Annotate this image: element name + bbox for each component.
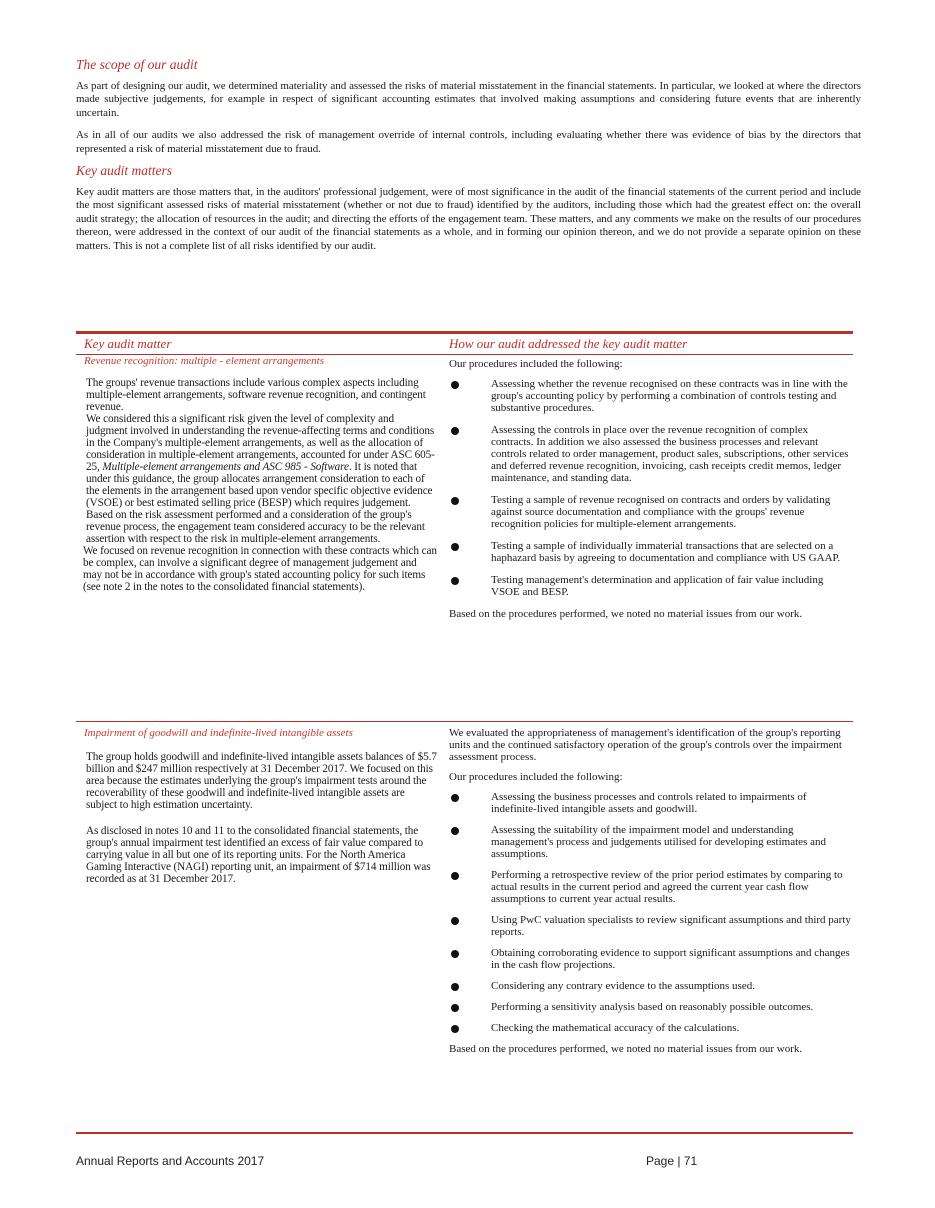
impairment-right-outro: Based on the procedures performed, we noted no material issues from our work. [449, 1043, 803, 1055]
bullet-icon [451, 497, 459, 505]
page-footer [76, 1154, 861, 1168]
impairment-subtitle: Impairment of goodwill and indefinite-lived intangible assets [84, 727, 353, 739]
revenue-right-intro: Our procedures included the following: [449, 358, 623, 370]
procedure-text: Assessing whether the revenue recognised on these contracts was in line with the group's accounting policy by performing a combination of controls testing and substantive procedures. [491, 378, 848, 414]
procedure-list-item [449, 914, 853, 938]
procedure-text: Considering any contrary evidence to the assumptions used. [491, 980, 755, 992]
procedure-list-item [449, 869, 853, 905]
revenue-left-p2-italic: Multiple-element arrangements and ASC 985 - Software [102, 461, 349, 473]
scope-paragraph-1: As part of designing our audit, we determined materiality and assessed the risks of material misstatement in the financial statements. In particular, we looked at where the directors made subjective judgements, for example in respect of significant accounting estimates that involved making assumptions and considering future events that are inherently uncertain. [76, 80, 861, 119]
bullet-icon [451, 794, 459, 802]
procedure-list-item [449, 574, 853, 598]
procedure-text: Assessing the business processes and controls related to impairments of indefinite-lived intangible assets and goodwill. [491, 791, 807, 815]
procedure-list-item [449, 494, 853, 530]
bullet-icon [451, 577, 459, 585]
procedure-list-item [449, 824, 853, 860]
kam-title: Key audit matters [76, 163, 172, 179]
header-key-audit-matter: Key audit matter [84, 336, 172, 351]
bullet-icon [451, 827, 459, 835]
impairment-left-p1: The group holds goodwill and indefinite-lived intangible assets balances of $5.7 billion and $247 million respectively at 31 December 2017. We focused on this area because the estimates underlying the group's impairment tests around the recoverability of these goodwill and indefinite-lived intangible assets are subject to high estimation uncertainty. [86, 751, 437, 811]
bullet-icon [451, 872, 459, 880]
procedure-list-item [449, 980, 853, 992]
revenue-left-p4: We focused on revenue recognition in connection with these contracts which can be complex, can involve a significant degree of management judgement and may not be in accordance with group's stated accounting policy for such items (see note 2 in the notes to the consolidated financial statements). [83, 545, 437, 593]
revenue-left-p1: The groups' revenue transactions include various complex aspects including multiple-element arrangements, software revenue recognition, and contingent revenue. [86, 377, 426, 413]
bullet-icon [451, 1025, 459, 1033]
procedure-text: Obtaining corroborating evidence to support significant assumptions and changes in the cash flow projections. [491, 947, 850, 971]
procedure-text: Checking the mathematical accuracy of the calculations. [491, 1022, 740, 1034]
revenue-left-p2 [86, 413, 437, 509]
footer-report-title: Annual Reports and Accounts 2017 [76, 1154, 265, 1168]
kam-paragraph: Key audit matters are those matters that, in the auditors' professional judgement, were of most significance in the audit of the financial statements of the current period and include the most significant assessed risks of material misstatement (whether or not due to fraud) identified by the auditors, including those which had the greatest effect on: the overall audit strategy; the allocation of resources in the audit; and directing the efforts of the engagement team. These matters, and any comments we make on the results of our procedures thereon, were addressed in the context of our audit of the financial statements as a whole, and in forming our opinion thereon, and we do not provide a separate opinion on these matters. This is not a complete list of all risks identified by our audit. [76, 186, 861, 252]
bullet-icon [451, 381, 459, 389]
procedure-text: Assessing the suitability of the impairment model and understanding management's process and judgements utilised for developing estimates and assumptions. [491, 824, 826, 860]
bullet-icon [451, 427, 459, 435]
impairment-procedure-list [449, 791, 853, 1034]
revenue-right-outro: Based on the procedures performed, we noted no material issues from our work. [449, 608, 803, 620]
procedure-list-item [449, 1022, 853, 1034]
revenue-left-p3: Based on the risk assessment performed and a consideration of the group's revenue process, the engagement team considered accuracy to be the relevant assertion with respect to the risk in multiple-element arrangements. [86, 509, 425, 545]
procedure-text: Using PwC valuation specialists to review significant assumptions and third party reports. [491, 914, 851, 938]
procedure-text: Testing management's determination and application of fair value including VSOE and BESP. [491, 574, 824, 598]
revenue-left-p2a: We considered this a significant risk given the level of complexity and judgment involved in understanding the revenue-affecting terms and conditions in the Company's multiple-element arrangements, as well as the allocation of consideration in multiple-element arrangements, accounted for under ASC 605-25, [86, 413, 435, 473]
bullet-icon [451, 983, 459, 991]
procedure-text: Performing a sensitivity analysis based on reasonably possible outcomes. [491, 1001, 814, 1013]
revenue-subtitle: Revenue recognition: multiple - element arrangements [84, 355, 324, 367]
procedure-list-item [449, 1001, 853, 1013]
impairment-right-p1: We evaluated the appropriateness of management's identification of the group's reporting units and the continued satisfactory operation of the group's controls over the impairment assessment process. [449, 727, 842, 763]
procedure-list-item [449, 791, 853, 815]
procedure-text: Performing a retrospective review of the prior period estimates by comparing to actual results in the current period and agreed the current year cash flow assumptions to current year actual results. [491, 869, 843, 905]
bullet-icon [451, 917, 459, 925]
procedure-list-item [449, 947, 853, 971]
procedure-list-item [449, 540, 853, 564]
procedure-text: Assessing the controls in place over the revenue recognition of complex contracts. In addition we also assessed the business processes and relevant controls related to order management, product sales, subscriptions, other services and deferred revenue recognition, invoicing, cash receipts credit memos, ledger maintenance, and standing data. [491, 424, 849, 484]
impairment-left-p2: As disclosed in notes 10 and 11 to the consolidated financial statements, the group's annual impairment test identified an excess of fair value compared to carrying value in all but one of its reporting units. For the North America Gaming Interactive (NAGI) reporting unit, an impairment of $714 million was recorded as at 31 December 2017. [86, 825, 431, 885]
scope-title: The scope of our audit [76, 57, 198, 72]
procedure-text: Testing a sample of revenue recognised on contracts and orders by validating against source documentation and compliance with the groups' revenue recognition policies for multiple-element arrangements. [491, 494, 831, 530]
procedure-list-item [449, 424, 853, 484]
scope-paragraph-2: As in all of our audits we also addressed the risk of management override of internal controls, including evaluating whether there was evidence of bias by the directors that represented a risk of material misstatement due to fraud. [76, 129, 861, 155]
procedure-list-item [449, 378, 853, 414]
footer-page-number: Page | 71 [646, 1154, 698, 1168]
bullet-icon [451, 950, 459, 958]
header-how-addressed: How our audit addressed the key audit matter [449, 336, 688, 351]
revenue-left-p2b: . It is noted that under this guidance, the group allocates arrangement consideration to each of the elements in the arrangement based upon vendor specific objective evidence (VSOE) or best estimated selling price (BESP) which requires judgement. [86, 461, 433, 509]
revenue-procedure-list [449, 378, 853, 598]
impairment-procedures-cell [445, 722, 853, 1132]
revenue-matter-cell [76, 355, 445, 721]
table-row-impairment [76, 722, 853, 1134]
impairment-matter-cell [76, 722, 445, 1132]
revenue-procedures-cell [445, 355, 853, 721]
intro-section [76, 56, 861, 262]
bullet-icon [451, 543, 459, 551]
bullet-icon [451, 1004, 459, 1012]
procedure-text: Testing a sample of individually immaterial transactions that are selected on a haphazard basis by agreeing to documentation and compliance with US GAAP. [491, 540, 841, 564]
key-audit-matters-table [76, 331, 853, 1134]
impairment-right-intro: Our procedures included the following: [449, 771, 623, 783]
table-row-revenue [76, 355, 853, 722]
table-header-row [76, 334, 853, 355]
